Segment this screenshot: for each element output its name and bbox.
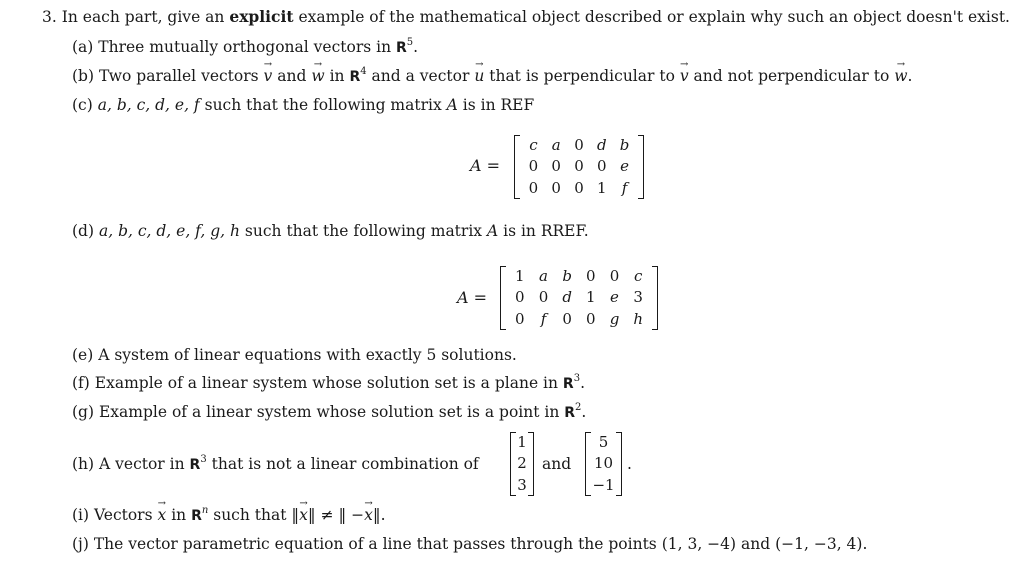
part-i-text: Vectors (94, 506, 153, 524)
part-i-text: such that (213, 506, 287, 524)
matrix-c-cell: 0 (574, 136, 584, 154)
matrix-c-cell: 0 (574, 178, 584, 197)
problem-number: 3. (42, 8, 57, 26)
bracket-right (638, 135, 644, 199)
matrix-d-cell: a (539, 267, 548, 285)
matrix-d-cell: 1 (586, 288, 596, 307)
part-e-text: A system of linear equations with exactly 5 solutions. (98, 346, 517, 364)
dimension: 2 (575, 402, 582, 413)
part-h-text: that is not a linear combination of (211, 455, 479, 473)
vector-x: → x (299, 505, 308, 525)
matrix-c-cell: 0 (551, 178, 561, 197)
matrix-d-cell: 0 (609, 267, 620, 285)
part-f-label: (f) (72, 374, 90, 392)
matrix-d-cell: f (540, 309, 547, 328)
part-d-text: is in RREF. (503, 222, 589, 240)
vector-h2-cell: 10 (593, 454, 614, 473)
matrix-c-cell: 1 (597, 178, 607, 197)
intro-start: In each part, give an (61, 8, 225, 26)
part-g-label: (g) (72, 403, 95, 421)
matrix-d-cell: 1 (515, 267, 525, 285)
bracket-right (652, 266, 658, 330)
part-c-label: (c) (72, 96, 93, 114)
part-h (72, 454, 479, 475)
part-h-and: and (542, 455, 572, 473)
bracket-right (616, 432, 622, 496)
vector-w: → w (894, 66, 907, 86)
matrix-d-cell: h (633, 309, 643, 328)
matrix-c-cell: f (621, 178, 628, 197)
part-c (72, 95, 534, 115)
part-i-text: in (171, 506, 187, 524)
period: . (581, 403, 587, 421)
intro-end: example of the mathematical object described or explain why such an object doesn't exist. (298, 8, 1010, 26)
vector-h2-cell: 5 (598, 433, 609, 451)
period: . (413, 38, 419, 56)
vector-x: → x (158, 505, 167, 525)
matrix-d-cell: 3 (633, 288, 643, 307)
dimension: 4 (360, 66, 367, 77)
matrix-c-cell: 0 (551, 157, 561, 176)
real-space-symbol: R (349, 69, 361, 85)
dimension: n (201, 505, 209, 516)
part-i-label: (i) (72, 506, 90, 524)
vector-h2 (585, 432, 622, 496)
matrix-c-cell: 0 (574, 157, 584, 176)
bracket-left (514, 135, 520, 199)
part-c-text: is in REF (462, 96, 535, 114)
matrix-d-label: A = (457, 288, 488, 307)
matrix-d-cell: 0 (515, 288, 525, 307)
vector-h1-cell: 1 (517, 433, 527, 451)
part-d (72, 221, 589, 241)
vector-h2-cell: −1 (592, 475, 615, 494)
part-e-label: (e) (72, 346, 94, 364)
part-b-label: (b) (72, 67, 95, 85)
part-j (72, 534, 867, 554)
period: . (907, 67, 913, 85)
matrix-c-label: A = (470, 156, 501, 175)
part-d-text: such that the following matrix (244, 222, 483, 240)
part-b-text: that is perpendicular to (489, 67, 675, 85)
part-j-text: The vector parametric equation of a line that passes through the points (93, 535, 657, 553)
matrix-d-cell: b (562, 267, 572, 285)
vector-v: → v (680, 66, 689, 86)
part-f (72, 373, 585, 394)
real-space-symbol: R (564, 405, 576, 421)
matrix-name: A (486, 222, 499, 240)
vector-h1-cell: 2 (517, 454, 527, 473)
part-j-label: (j) (72, 535, 89, 553)
real-space-symbol: R (562, 376, 574, 392)
part-j-text: and (741, 535, 771, 553)
part-g-text: Example of a linear system whose solution set is a point in (98, 403, 560, 421)
variables: a, b, c, d, e, f (97, 96, 200, 114)
matrix-c-cell: e (620, 157, 630, 176)
part-h-label: (h) (72, 455, 95, 473)
vector-x: → x (364, 505, 373, 525)
matrix-d-cell: e (610, 288, 619, 307)
dimension: 3 (573, 373, 581, 384)
part-d-label: (d) (72, 222, 95, 240)
part-a (72, 37, 418, 58)
matrix-c-cell: 0 (528, 178, 539, 197)
matrix-d-cell: 0 (562, 309, 572, 328)
part-a-text: Three mutually orthogonal vectors in (98, 38, 392, 56)
norm-inequality: ‖ ≠ ‖ − (307, 506, 365, 524)
dimension: 5 (406, 37, 414, 48)
norm-symbol: ‖. (372, 506, 386, 524)
real-space-symbol: R (396, 40, 407, 56)
real-space-symbol: R (189, 457, 201, 473)
point-2: (−1, −3, 4) (775, 535, 863, 553)
intro-bold: explicit (229, 7, 294, 26)
part-h-period: . (627, 455, 632, 473)
matrix-d-cell: c (633, 267, 643, 285)
part-b-text: and (277, 67, 307, 85)
matrix-c-cell: c (529, 136, 538, 154)
part-b (72, 66, 912, 87)
bracket-left (500, 266, 506, 330)
part-b-text: Two parallel vectors (98, 67, 259, 85)
part-c-text: such that the following matrix (204, 96, 442, 114)
vector-u: → u (474, 66, 484, 86)
matrix-d-cell: g (609, 309, 620, 328)
period: . (862, 535, 868, 553)
matrix-name: A (446, 96, 458, 114)
vector-h1-cell: 3 (517, 475, 527, 494)
part-i (72, 505, 386, 526)
matrix-c-cell: 0 (597, 157, 607, 176)
matrix-d-cell: d (562, 288, 572, 307)
period: . (580, 374, 586, 392)
part-e (72, 345, 517, 365)
dimension: 3 (200, 454, 207, 465)
matrix-c-cell: 0 (528, 157, 539, 176)
part-a-label: (a) (72, 38, 94, 56)
vector-h1 (510, 432, 534, 496)
vector-v: → v (264, 66, 273, 86)
part-b-text: and not perpendicular to (693, 67, 890, 85)
part-b-text: in (329, 67, 345, 85)
point-1: (1, 3, −4) (661, 535, 737, 553)
variables: a, b, c, d, e, f, g, h (98, 222, 240, 240)
matrix-d-cell: 0 (586, 309, 596, 328)
part-b-text: and a vector (371, 67, 470, 85)
norm-symbol: ‖ (291, 506, 300, 524)
problem-statement (42, 7, 1010, 27)
matrix-d (500, 266, 658, 330)
matrix-c-cell: a (551, 136, 561, 154)
matrix-c-cell: b (619, 136, 630, 154)
part-g (72, 402, 586, 423)
vector-w: → w (311, 66, 324, 86)
part-f-text: Example of a linear system whose solution set is a plane in (94, 374, 558, 392)
real-space-symbol: R (191, 508, 202, 524)
matrix-d-cell: 0 (515, 309, 525, 328)
bracket-right (528, 432, 534, 496)
part-h-text: A vector in (99, 455, 185, 473)
matrix-d-cell: 0 (538, 288, 549, 307)
matrix-c-cell: d (596, 136, 607, 154)
matrix-d-cell: 0 (586, 267, 596, 285)
matrix-c (514, 135, 644, 199)
